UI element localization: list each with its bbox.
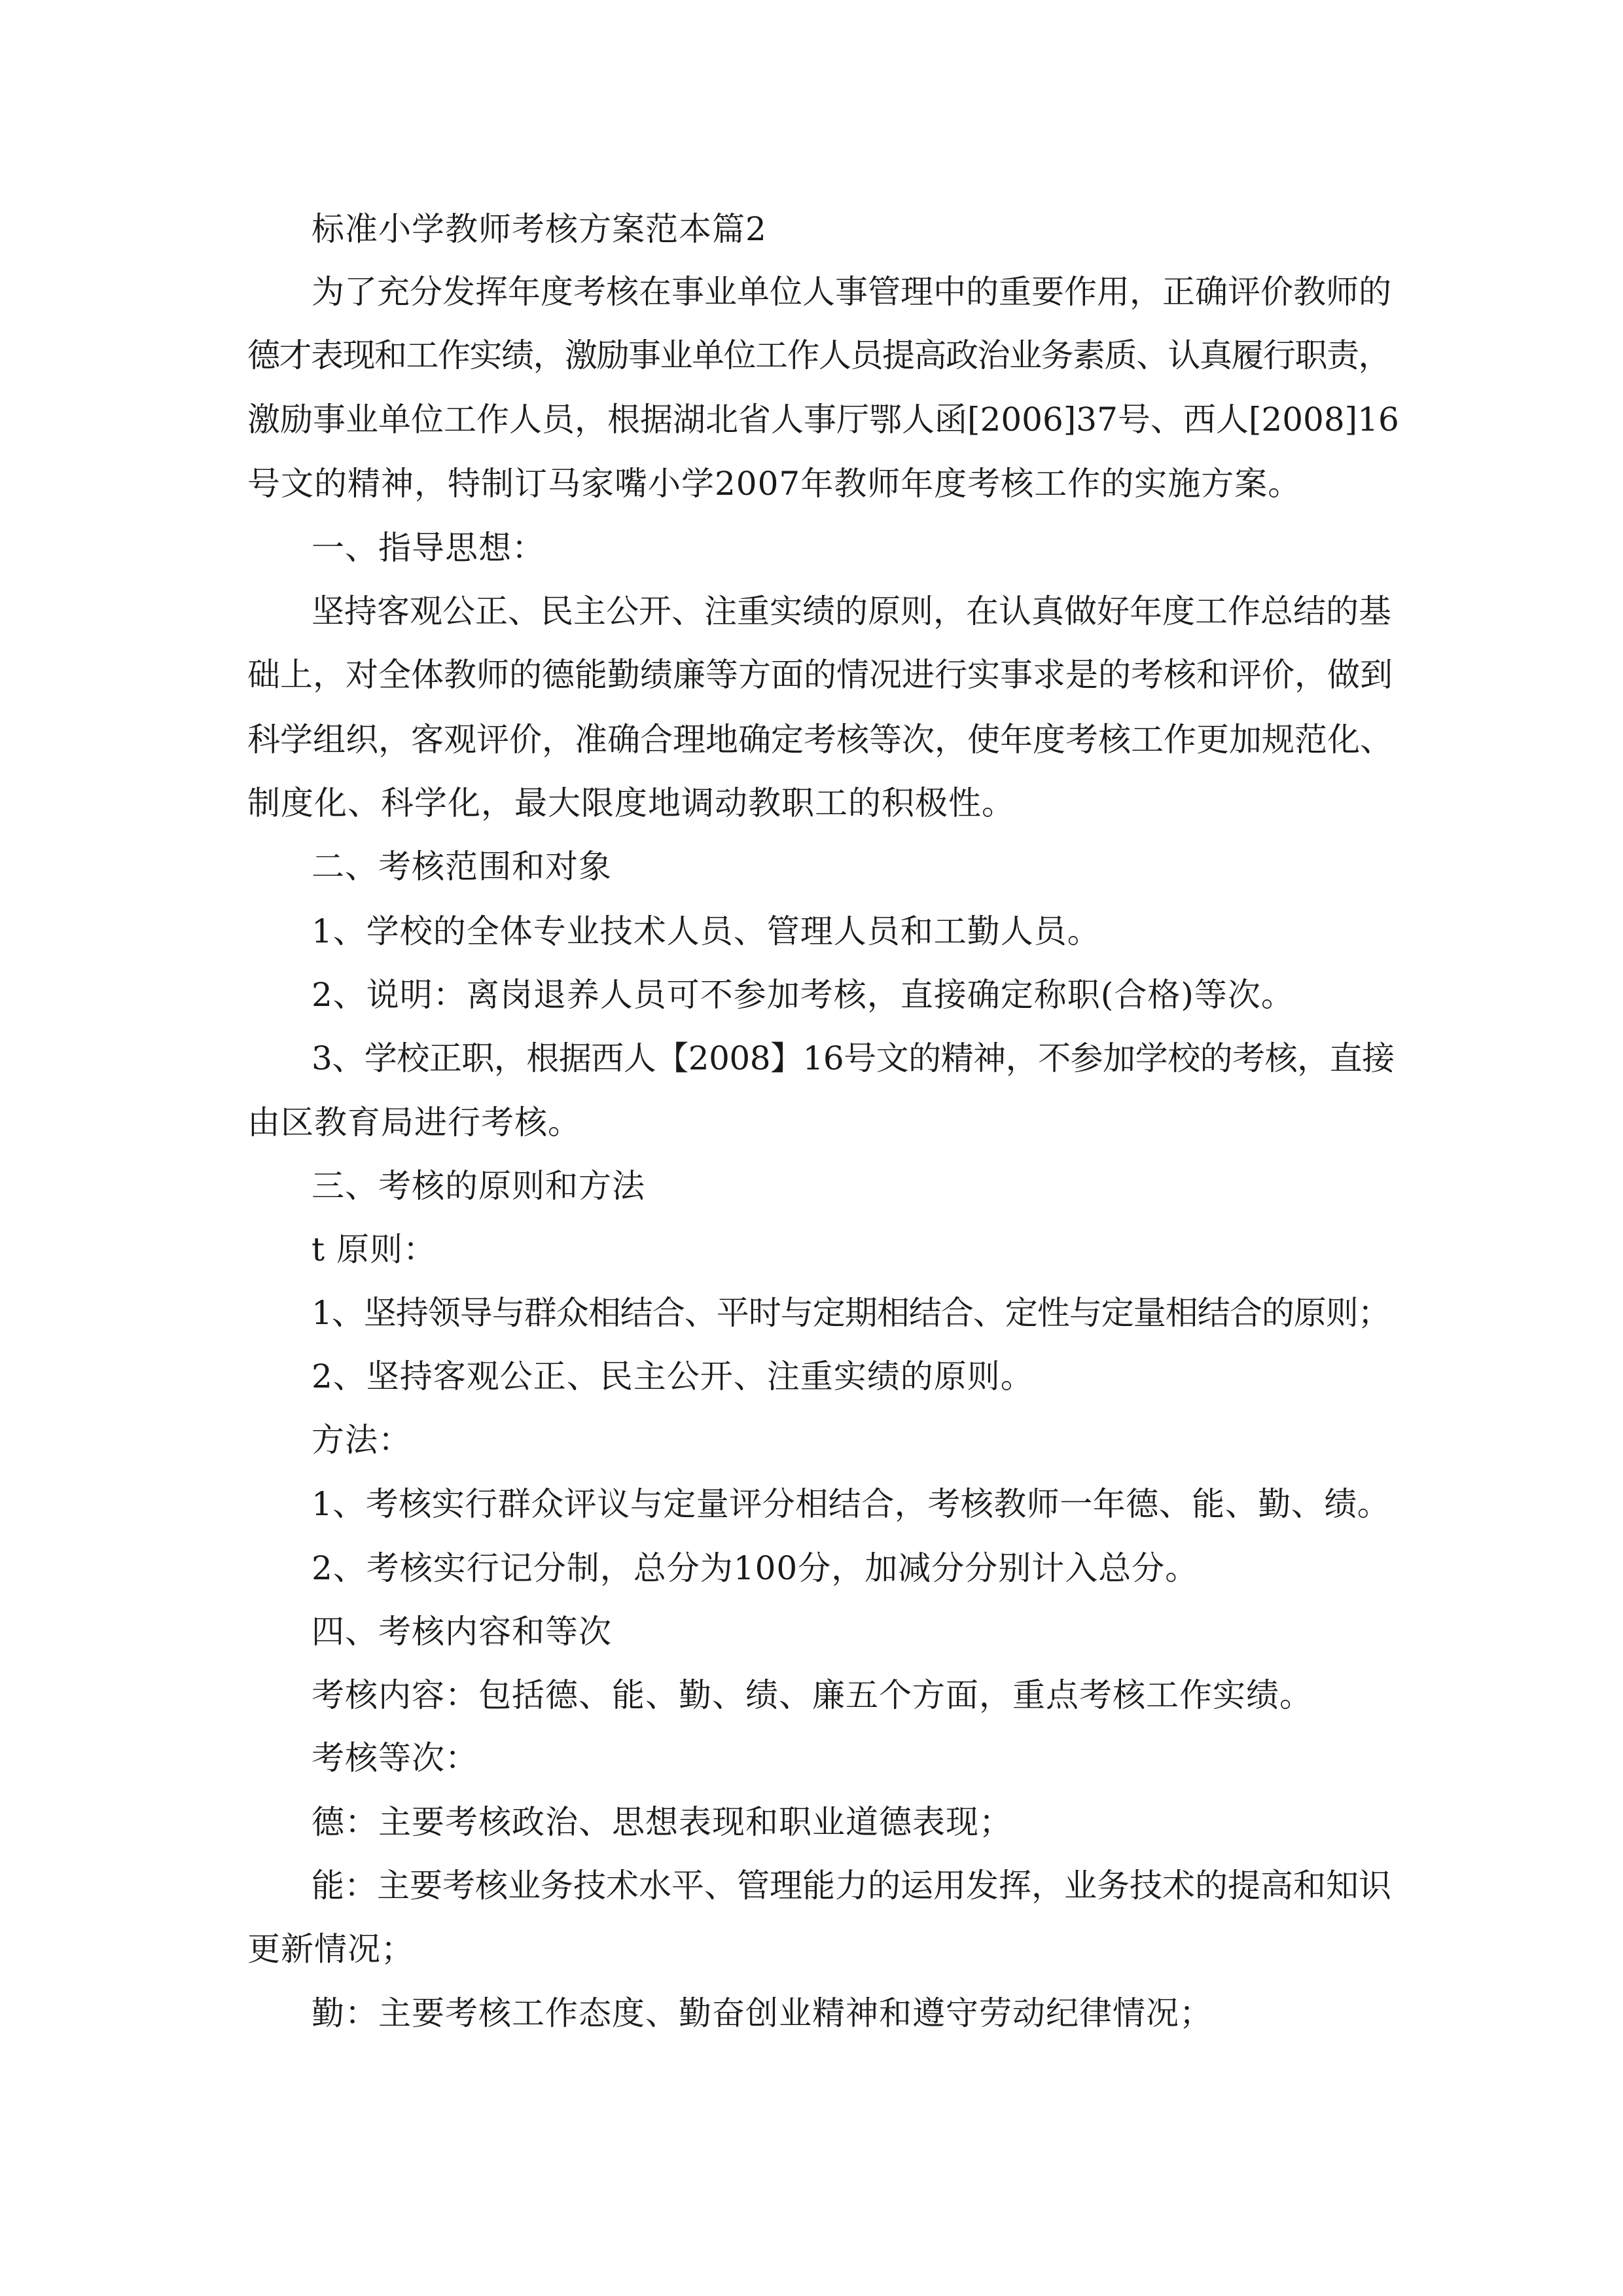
principle-label: t 原则： — [312, 1230, 437, 1268]
section-2-item-2: 2、说明：离岗退养人员可不参加考核，直接确定称职(合格)等次。 — [312, 976, 1294, 1014]
section-3-heading: 三、考核的原则和方法 — [312, 1167, 645, 1205]
section-1-body-line: 坚持客观公正、民主公开、注重实绩的原则，在认真做好年度工作总结的基 — [312, 592, 1391, 630]
method-label: 方法： — [312, 1421, 412, 1459]
section-1-body-line: 制度化、科学化，最大限度地调动教职工的积极性。 — [247, 784, 1015, 822]
assessment-grade-label: 考核等次： — [312, 1739, 478, 1777]
method-item-2: 2、考核实行记分制，总分为100分，加减分分别计入总分。 — [312, 1549, 1199, 1587]
section-1-body-line: 础上，对全体教师的德能勤绩廉等方面的情况进行实事求是的考核和评价，做到 — [247, 656, 1393, 694]
section-2-item-1: 1、学校的全体专业技术人员、管理人员和工勤人员。 — [312, 912, 1101, 950]
section-2-item-3-line: 3、学校正职，根据西人【2008】16号文的精神，不参加学校的考核，直接 — [312, 1039, 1395, 1077]
intro-paragraph-line: 激励事业单位工作人员，根据湖北省人事厅鄂人函[2006]37号、西人[2008]16 — [247, 401, 1399, 439]
assessment-content-line: 考核内容：包括德、能、勤、绩、廉五个方面，重点考核工作实绩。 — [312, 1676, 1313, 1714]
section-4-heading: 四、考核内容和等次 — [312, 1613, 612, 1651]
document-title: 标准小学教师考核方案范本篇2 — [312, 210, 767, 248]
morality-line: 德：主要考核政治、思想表现和职业道德表现； — [312, 1803, 1012, 1841]
diligence-line: 勤：主要考核工作态度、勤奋创业精神和遵守劳动纪律情况； — [312, 1994, 1213, 2032]
principle-item-1: 1、坚持领导与群众相结合、平时与定期相结合、定性与定量相结合的原则； — [312, 1294, 1390, 1332]
intro-paragraph-line: 号文的精神，特制订马家嘴小学2007年教师年度考核工作的实施方案。 — [247, 465, 1302, 503]
method-item-1: 1、考核实行群众评议与定量评分相结合，考核教师一年德、能、勤、绩。 — [312, 1485, 1391, 1523]
ability-line: 能：主要考核业务技术水平、管理能力的运用发挥，业务技术的提高和知识 — [312, 1867, 1391, 1905]
intro-paragraph-line: 德才表现和工作实绩，激励事业单位工作人员提高政治业务素质、认真履行职责， — [247, 336, 1390, 374]
section-2-heading: 二、考核范围和对象 — [312, 848, 612, 886]
section-1-heading: 一、指导思想： — [312, 529, 545, 567]
ability-line: 更新情况； — [247, 1930, 414, 1968]
section-1-body-line: 科学组织，客观评价，准确合理地确定考核等次，使年度考核工作更加规范化、 — [247, 721, 1393, 759]
intro-paragraph-line: 为了充分发挥年度考核在事业单位人事管理中的重要作用，正确评价教师的 — [312, 273, 1391, 311]
section-2-item-3-line: 由区教育局进行考核。 — [247, 1103, 581, 1141]
principle-item-2: 2、坚持客观公正、民主公开、注重实绩的原则。 — [312, 1357, 1034, 1395]
